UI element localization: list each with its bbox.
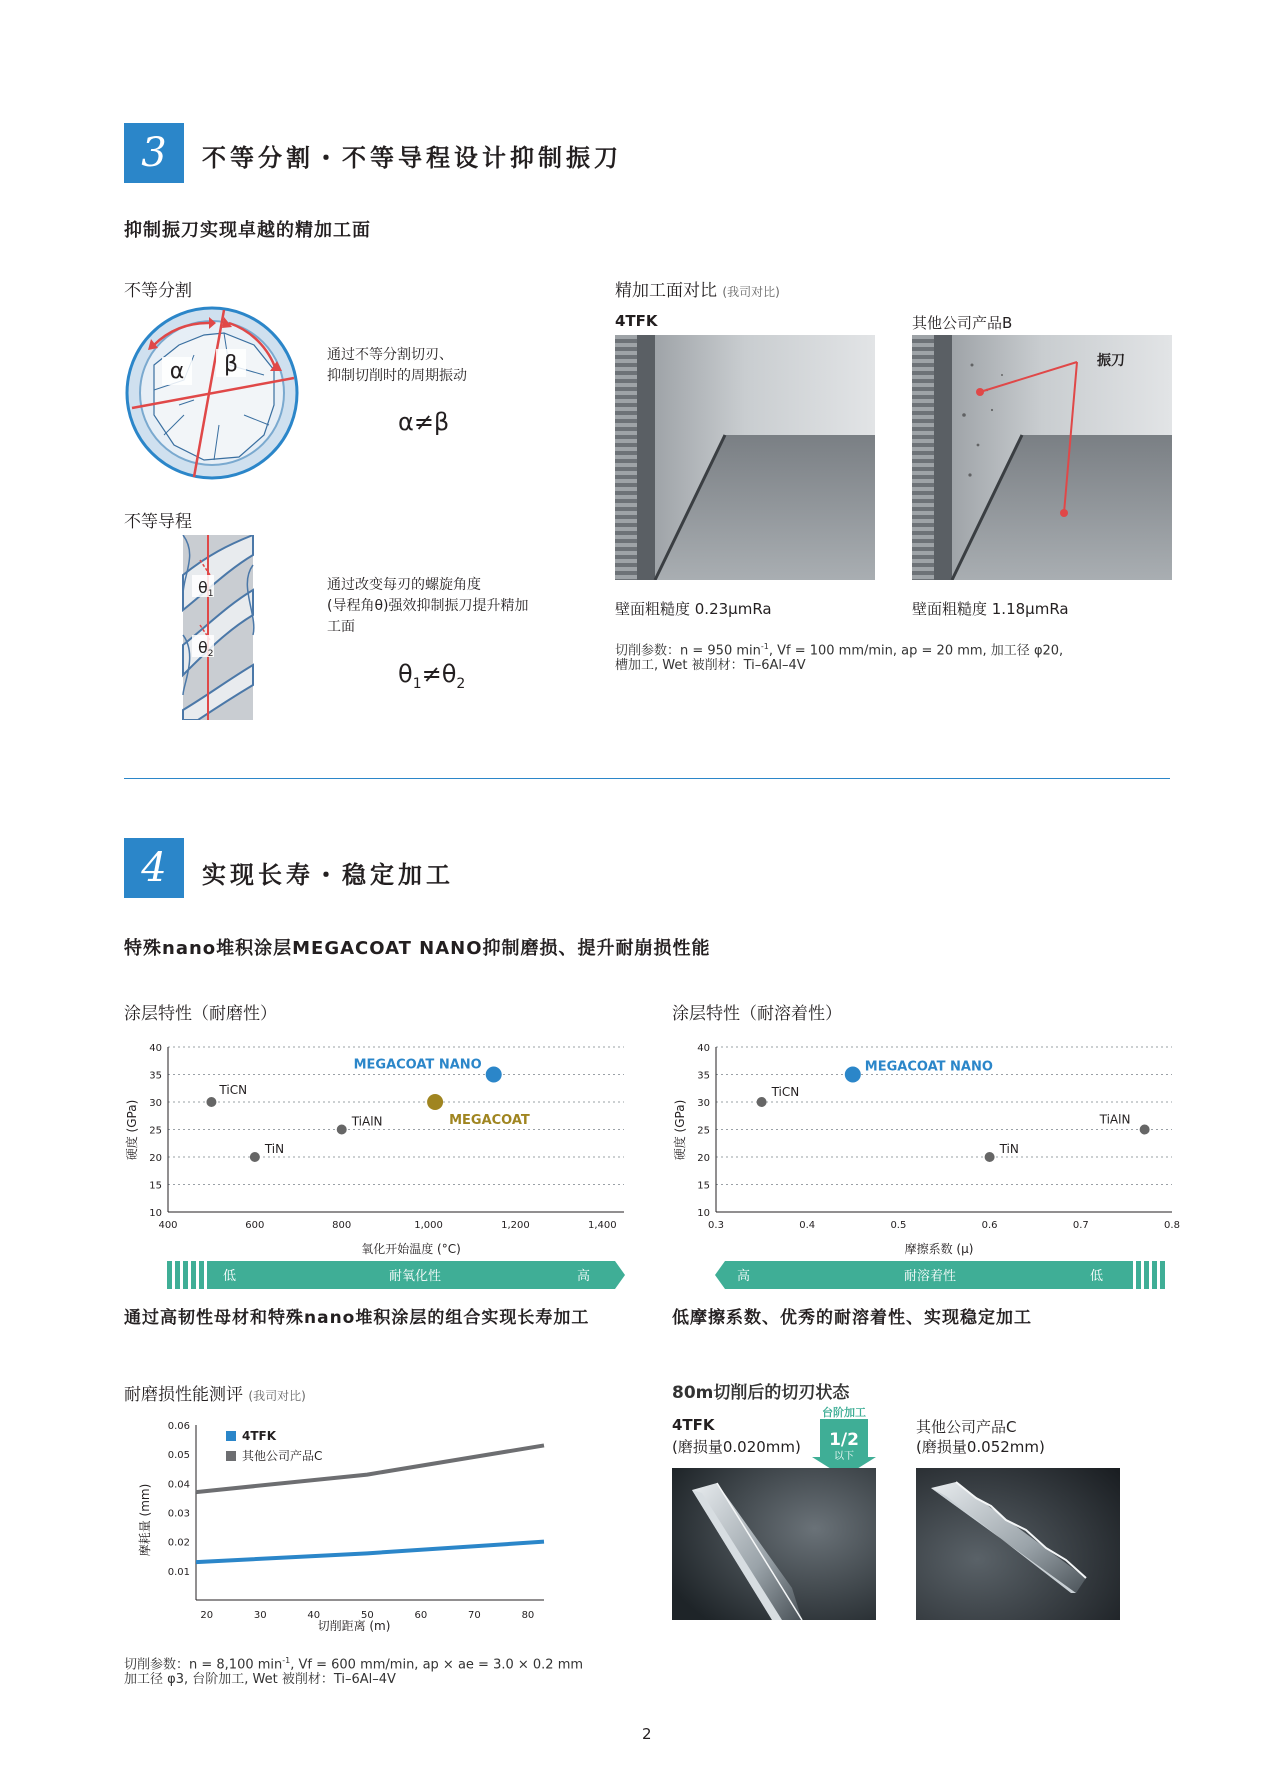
badge-value: 1/2 — [829, 1430, 859, 1450]
half-wear-badge — [812, 1405, 876, 1477]
chart3-ylabel: 摩耗量 (mm) — [138, 1483, 152, 1557]
chart2-xtick-0-3: 0.3 — [708, 1220, 724, 1231]
chart2-ytick-35: 35 — [697, 1070, 710, 1082]
section4-subtitle: 特殊nano堆积涂层MEGACOAT NANO抑制磨损、提升耐崩损性能 — [124, 938, 711, 959]
unequal-lead-label: 不等导程 — [124, 512, 192, 532]
edge-left-name: 4TFK — [672, 1416, 715, 1434]
caption-stable: 低摩擦系数、优秀的耐溶着性、实现稳定加工 — [672, 1308, 1032, 1328]
chart3-xtick-70: 70 — [468, 1610, 481, 1621]
chart1-xtick-1-400: 1,400 — [587, 1220, 617, 1231]
chart3-ytick-0-03: 0.03 — [167, 1508, 190, 1520]
chart3-ytick-0-01: 0.01 — [167, 1566, 190, 1578]
section4-number: 4 — [124, 838, 184, 898]
edge-photo-competitor-c — [916, 1468, 1120, 1620]
chart3-xtick-40: 40 — [307, 1610, 321, 1621]
band2-high: 高 — [737, 1269, 751, 1284]
chart1-point-ticn — [206, 1097, 216, 1107]
band1-high: 高 — [577, 1269, 591, 1284]
chart1-label-megacoat: MEGACOAT — [449, 1113, 530, 1128]
chart3-legend-4tfk: 4TFK — [242, 1429, 277, 1443]
unequal-division-label: 不等分割 — [124, 281, 192, 301]
chart3-ytick-0-04: 0.04 — [167, 1479, 190, 1491]
chart2-point-tialn — [1140, 1125, 1150, 1135]
unequal-division-diagram — [124, 305, 300, 481]
comparison-label: 精加工面对比 (我司对比) — [615, 281, 780, 301]
section3-title: 不等分割・不等导程设计抑制振刀 — [202, 144, 622, 172]
chart2-point-megacoat-nano — [845, 1067, 861, 1083]
chart1-ytick-10: 10 — [149, 1208, 162, 1219]
chart3-xtick-50: 50 — [360, 1610, 374, 1621]
chart1-xtick-800: 800 — [332, 1220, 352, 1231]
unequal-lead-desc-2: (导程角θ)强效抑制振刀提升精加 — [327, 598, 529, 614]
chart2-xtick-0-7: 0.7 — [1072, 1220, 1089, 1231]
edge-right-wear: (磨损量0.052mm) — [916, 1438, 1045, 1456]
band1-low: 低 — [223, 1269, 237, 1284]
chart1-ytick-35: 35 — [149, 1070, 162, 1082]
edge-left-wear: (磨损量0.020mm) — [672, 1438, 801, 1456]
chart3-ytick-0-05: 0.05 — [167, 1450, 190, 1462]
wear-line-chart — [124, 1420, 564, 1635]
chart1-ylabel: 硬度 (GPa) — [125, 1099, 139, 1161]
chart1-xtick-1-000: 1,000 — [414, 1220, 443, 1231]
chart2-ytick-25: 25 — [697, 1125, 710, 1137]
roughness-competitor-b: 壁面粗糙度 1.18μmRa — [912, 600, 1069, 618]
section3-cutting-params-2: 槽加工, Wet 被削材：Ti–6Al–4V — [615, 658, 806, 673]
chart2-xtick-0-6: 0.6 — [981, 1220, 998, 1231]
chart2-point-ticn — [757, 1097, 767, 1107]
section-divider — [124, 778, 1170, 779]
unequal-division-desc-1: 通过不等分割切刃、 — [327, 347, 453, 363]
chart1-ytick-15: 15 — [149, 1180, 162, 1192]
adhesion-resistance-band — [715, 1260, 1170, 1290]
wear-cutting-params-1: 切削参数：n = 8,100 $\min^{-1}$, Vf = 600 mm/min, ap × ae = 3.0 × 0.2 mm — [124, 1656, 584, 1673]
chart1-xtick-600: 600 — [245, 1220, 265, 1231]
chatter-label: 振刀 — [1097, 353, 1125, 369]
unequal-lead-desc-1: 通过改变每刃的螺旋角度 — [327, 577, 481, 593]
chart3-legend-swatch-competitor-c — [226, 1451, 236, 1461]
wear-resistance-scatter-chart — [124, 1035, 634, 1260]
chart3-legend-swatch-4tfk — [226, 1431, 236, 1441]
chart2-xtick-0-8: 0.8 — [1164, 1220, 1180, 1231]
surface-photo-competitor-b — [912, 335, 1172, 580]
chart2-label-megacoat-nano: MEGACOAT NANO — [864, 1059, 993, 1075]
theta2-label: θ2 — [198, 638, 214, 659]
chart1-xtick-400: 400 — [158, 1220, 178, 1231]
chart1-ytick-40: 40 — [149, 1043, 162, 1054]
chart1-point-tin — [250, 1152, 260, 1162]
chart1-point-megacoat-nano — [486, 1067, 502, 1083]
unequal-division-desc-2: 抑制切削时的周期振动 — [327, 368, 467, 384]
unequal-lead-diagram — [178, 535, 258, 720]
section4-title: 实现长寿・稳定加工 — [202, 861, 454, 889]
chart2-ylabel: 硬度 (GPa) — [673, 1099, 687, 1161]
chart3-xtick-30: 30 — [253, 1610, 267, 1621]
chart2-label: 涂层特性（耐溶着性） — [672, 1004, 842, 1024]
chart1-ytick-30: 30 — [149, 1098, 162, 1109]
unequal-lead-desc-3: 工面 — [327, 619, 355, 635]
band1-mid: 耐氧化性 — [388, 1269, 442, 1284]
band2-mid: 耐溶着性 — [903, 1269, 957, 1284]
chart2-xlabel: 摩擦系数 (μ) — [904, 1242, 974, 1256]
chart2-xtick-0-5: 0.5 — [890, 1220, 907, 1231]
chart1-label-megacoat-nano: MEGACOAT NANO — [353, 1057, 482, 1073]
chart3-legend-competitor-c: 其他公司产品C — [242, 1449, 323, 1463]
chart2-ytick-40: 40 — [697, 1043, 710, 1054]
chart2-label-ticn: TiCN — [771, 1085, 800, 1099]
surface-photo-4tfk — [615, 335, 875, 580]
wear-test-label: 耐磨损性能测评 (我司对比) — [124, 1385, 306, 1405]
badge-bottom: 以下 — [834, 1451, 854, 1462]
chart3-xlabel: 切削距离 (m) — [317, 1619, 391, 1633]
comparison-right-name: 其他公司产品B — [912, 314, 1013, 332]
edge-photo-4tfk — [672, 1468, 876, 1620]
section3-subtitle: 抑制振刀实现卓越的精加工面 — [124, 220, 371, 241]
chart2-label-tialn: TiAlN — [1099, 1112, 1131, 1127]
chart2-label-tin: TiN — [999, 1142, 1019, 1156]
chart2-ytick-30: 30 — [697, 1098, 710, 1109]
chart1-label-tin: TiN — [264, 1142, 285, 1156]
chart1-label: 涂层特性（耐磨性） — [124, 1004, 277, 1024]
chart3-ytick-0-02: 0.02 — [167, 1537, 190, 1549]
oxidation-resistance-band — [167, 1260, 625, 1290]
chart1-ytick-25: 25 — [149, 1125, 162, 1137]
comparison-left-name: 4TFK — [615, 312, 658, 330]
chart2-ytick-15: 15 — [697, 1180, 710, 1192]
adhesion-resistance-scatter-chart — [672, 1035, 1182, 1260]
badge-top: 台阶加工 — [822, 1406, 866, 1419]
chart3-series-4tfk — [196, 1542, 544, 1562]
section3-cutting-params-1: 切削参数：n = 950 $\min^{-1}$, Vf = 100 mm/min, ap = 20 mm, 加工径 φ20, — [615, 642, 1064, 659]
alpha-neq-beta-formula: α≠β — [398, 408, 450, 436]
chart3-xtick-20: 20 — [200, 1610, 214, 1621]
chart1-point-megacoat — [427, 1094, 443, 1110]
band2-low: 低 — [1090, 1269, 1104, 1284]
wear-cutting-params-2: 加工径 φ3, 台阶加工, Wet 被削材：Ti–6Al–4V — [124, 1672, 396, 1687]
chart3-xtick-80: 80 — [521, 1610, 535, 1621]
chart1-ytick-20: 20 — [149, 1153, 162, 1164]
caption-long-life: 通过高韧性母材和特殊nano堆积涂层的组合实现长寿加工 — [124, 1308, 590, 1328]
chart2-ytick-10: 10 — [697, 1208, 710, 1219]
theta-neq-formula: $\theta_1\ne\theta_2$ — [398, 660, 466, 692]
edge-state-label: 80m切削后的切刃状态 — [672, 1383, 850, 1403]
page-number: 2 — [642, 1725, 652, 1743]
chart1-xlabel: 氧化开始温度 (°C) — [361, 1242, 461, 1256]
chart3-ytick-0-06: 0.06 — [167, 1421, 190, 1432]
section3-number: 3 — [124, 123, 184, 183]
chart1-xtick-1-200: 1,200 — [501, 1220, 530, 1231]
chart2-ytick-20: 20 — [697, 1153, 710, 1164]
chart1-point-tialn — [337, 1125, 347, 1135]
beta-label: β — [223, 352, 239, 377]
chart1-label-ticn: TiCN — [219, 1083, 248, 1097]
alpha-label: α — [169, 359, 185, 384]
chart1-label-tialn: TiAlN — [351, 1114, 383, 1129]
edge-right-name: 其他公司产品C — [916, 1418, 1017, 1436]
chart3-xtick-60: 60 — [414, 1610, 428, 1621]
chart2-xtick-0-4: 0.4 — [799, 1220, 816, 1231]
roughness-4tfk: 壁面粗糙度 0.23μmRa — [615, 600, 772, 618]
chart2-point-tin — [985, 1152, 995, 1162]
theta1-label: θ1 — [198, 578, 214, 599]
